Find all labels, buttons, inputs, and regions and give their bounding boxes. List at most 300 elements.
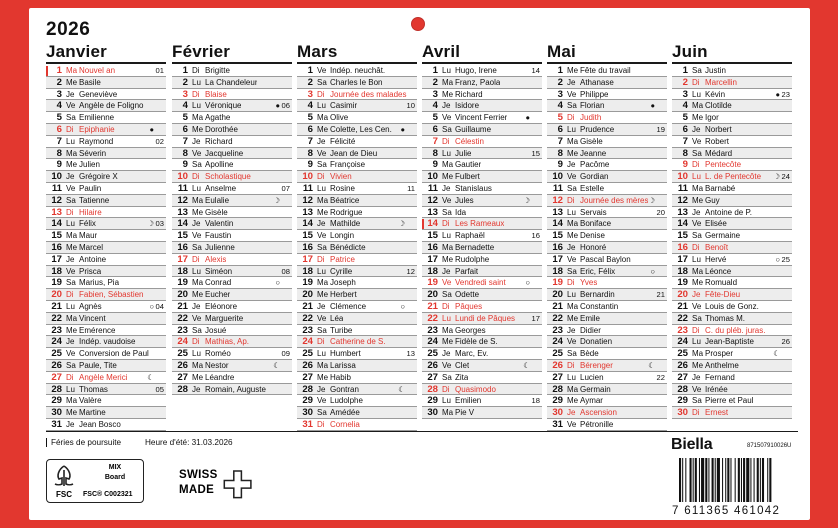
weekday: Ma	[317, 278, 329, 288]
barcode-bar	[767, 458, 768, 502]
day-row	[172, 384, 292, 396]
day-number: 8	[56, 147, 62, 159]
day-number: 6	[557, 123, 563, 135]
weekday: Sa	[567, 183, 577, 193]
day-number: 18	[51, 265, 62, 277]
day-name: Pie V	[455, 408, 475, 418]
weekday: Di	[66, 290, 74, 300]
weekday: Lu	[567, 372, 576, 382]
day-number: 26	[302, 359, 313, 371]
day-name: Judith	[580, 113, 602, 123]
week-number: 05	[155, 384, 164, 394]
day-row	[547, 336, 667, 348]
day-name: Eric, Félix	[580, 266, 616, 276]
weekday: Je	[192, 384, 201, 394]
weekday: Me	[66, 325, 78, 335]
day-name: Fête du travail	[580, 66, 631, 75]
day-name: Kévin	[705, 89, 726, 99]
day-number: 13	[552, 206, 563, 218]
day-number: 18	[177, 265, 188, 277]
legend-bar-icon	[46, 438, 47, 447]
day-row	[46, 289, 166, 301]
day-row	[46, 395, 166, 407]
day-name: Eulalie	[205, 195, 230, 205]
day-row	[46, 254, 166, 266]
day-number: 27	[51, 371, 62, 383]
day-name: Mathias, Ap.	[205, 337, 250, 347]
day-row	[172, 348, 292, 360]
weekday: Di	[66, 372, 74, 382]
weekday: Sa	[317, 160, 327, 170]
day-number: 28	[177, 383, 188, 395]
barcode-bar	[693, 458, 694, 502]
day-name: Eucher	[205, 290, 231, 300]
week-number: 16	[531, 231, 540, 241]
day-row	[672, 360, 792, 372]
day-row	[46, 171, 166, 183]
day-name: Constantin	[580, 301, 619, 311]
day-name: Elisée	[705, 219, 727, 229]
weekday: Ma	[692, 266, 704, 276]
day-row	[422, 313, 542, 325]
weekday: Lu	[66, 301, 75, 311]
week-number: 14	[531, 66, 540, 75]
legend-text: Féries de poursuite	[51, 438, 122, 447]
day-name: Prudence	[580, 124, 615, 134]
day-row	[172, 100, 292, 112]
day-number: 31	[51, 418, 62, 430]
weekday: Sa	[66, 360, 76, 370]
weekday: Je	[192, 219, 201, 229]
day-name: Paulin	[79, 183, 102, 193]
weekday: Je	[317, 136, 326, 146]
day-number: 2	[56, 76, 62, 88]
weekday: Ma	[66, 231, 78, 241]
day-name: Germain	[580, 384, 611, 394]
day-row	[422, 325, 542, 337]
weekday: Ma	[567, 136, 579, 146]
day-name: Grégoire X	[79, 172, 118, 182]
weekday: Me	[442, 172, 454, 182]
day-name: Donatien	[580, 337, 613, 347]
fsc-code: FSC® C002321	[83, 491, 133, 498]
weekday: Lu	[317, 266, 326, 276]
weekday: Ma	[66, 66, 78, 75]
day-row	[547, 124, 667, 136]
day-name: Charles le Bon	[330, 77, 383, 87]
day-number: 27	[677, 371, 688, 383]
day-number: 30	[51, 407, 62, 419]
day-number: 17	[552, 253, 563, 265]
weekday: Me	[567, 396, 579, 406]
barcode-bar	[735, 458, 736, 502]
weekday: Lu	[66, 384, 75, 394]
day-row	[672, 336, 792, 348]
day-number: 26	[51, 359, 62, 371]
weekday: Me	[567, 313, 579, 323]
week-number: 20	[656, 207, 665, 217]
day-number: 9	[182, 159, 188, 171]
day-number: 11	[677, 182, 688, 194]
day-name: Pierre et Paul	[705, 396, 754, 406]
weekday: Sa	[317, 77, 327, 87]
day-number: 16	[302, 241, 313, 253]
day-row	[672, 289, 792, 301]
day-name: Eléonore	[205, 301, 238, 311]
day-row	[547, 360, 667, 372]
day-row	[547, 112, 667, 124]
weekday: Ma	[442, 77, 454, 87]
calendar-card	[29, 8, 810, 520]
day-row	[547, 277, 667, 289]
day-number: 30	[427, 407, 438, 419]
day-name: Fidèle de S.	[455, 337, 498, 347]
moon-phase-icon: ●	[400, 124, 405, 134]
day-number: 20	[552, 289, 563, 301]
day-number: 21	[177, 300, 188, 312]
week-number: 15	[531, 148, 540, 158]
day-name: Faustin	[205, 231, 232, 241]
day-row	[672, 89, 792, 101]
weekday: Me	[692, 360, 704, 370]
day-number: 22	[677, 312, 688, 324]
weekday: Sa	[567, 266, 577, 276]
moon-phase-icon: ○	[775, 254, 780, 264]
day-name: Journée des malades	[330, 89, 407, 99]
day-name: Pétronille	[580, 419, 614, 429]
day-row	[297, 301, 417, 313]
day-row	[172, 360, 292, 372]
day-name: Gisèle	[580, 136, 603, 146]
day-name: Rudolphe	[455, 254, 490, 264]
moon-phase-icon: ●	[525, 113, 530, 123]
day-row	[422, 218, 542, 230]
day-name: Antoine	[79, 254, 107, 264]
day-name: Jean Bosco	[79, 419, 121, 429]
weekday: Di	[192, 89, 200, 99]
week-number: 25	[781, 254, 790, 264]
day-number: 24	[302, 336, 313, 348]
weekday: Ve	[317, 231, 327, 241]
day-row	[297, 124, 417, 136]
day-number: 19	[177, 277, 188, 289]
day-row	[422, 148, 542, 160]
moon-phase-icon: ○	[275, 278, 280, 288]
day-number: 18	[677, 265, 688, 277]
weekday: Me	[567, 148, 579, 158]
weekday: Lu	[567, 124, 576, 134]
week-number: 23	[781, 89, 790, 99]
day-name: Gisèle	[205, 207, 228, 217]
day-name: Tatienne	[79, 195, 110, 205]
day-name: Pascal Baylon	[580, 254, 631, 264]
day-name: Martine	[79, 408, 106, 418]
moon-phase-icon: ●	[275, 101, 280, 111]
weekday: Me	[692, 278, 704, 288]
day-number: 3	[307, 88, 313, 100]
day-number: 18	[302, 265, 313, 277]
week-number: 17	[531, 313, 540, 323]
barcode-bar	[743, 458, 745, 502]
weekday: Je	[442, 266, 451, 276]
day-row	[297, 407, 417, 419]
day-name: Apolline	[205, 160, 234, 170]
day-number: 29	[302, 395, 313, 407]
day-name: Indép. vaudoise	[79, 337, 136, 347]
day-number: 13	[51, 206, 62, 218]
day-row	[46, 407, 166, 419]
day-row	[172, 277, 292, 289]
day-number: 16	[677, 241, 688, 253]
day-row	[422, 372, 542, 384]
day-name: Paule, Tite	[79, 360, 117, 370]
day-name: Alexis	[205, 254, 227, 264]
legend-holidays	[46, 438, 121, 447]
weekday: Di	[692, 242, 700, 252]
day-name: Indép. neuchât.	[330, 66, 386, 75]
weekday: Ve	[317, 148, 327, 158]
day-name: Julienne	[205, 242, 235, 252]
day-name: Fulbert	[455, 172, 480, 182]
day-row	[672, 395, 792, 407]
day-name: Benoît	[705, 242, 729, 252]
day-name: Vivien	[330, 172, 352, 182]
barcode-bar	[741, 458, 742, 502]
day-row	[172, 112, 292, 124]
day-number: 19	[302, 277, 313, 289]
weekday: Je	[567, 77, 576, 87]
day-name: Gautier	[455, 160, 482, 170]
day-number: 19	[677, 277, 688, 289]
day-row	[172, 266, 292, 278]
day-number: 1	[557, 65, 563, 76]
day-row	[672, 384, 792, 396]
day-name: Angèle de Foligno	[79, 101, 144, 111]
weekday: Ma	[442, 408, 454, 418]
moon-phase-icon: ☾	[648, 360, 655, 370]
day-row	[172, 77, 292, 89]
dst-note: Heure d'été: 31.03.2026	[145, 438, 233, 447]
day-name: Clet	[455, 360, 470, 370]
day-name: Epiphanie	[79, 124, 115, 134]
day-name: Pâques	[455, 301, 483, 311]
day-row	[672, 65, 792, 77]
day-row	[172, 89, 292, 101]
day-number: 10	[552, 171, 563, 183]
weekday: Me	[192, 372, 204, 382]
weekday: Me	[567, 66, 579, 75]
day-row	[547, 301, 667, 313]
weekday: Lu	[567, 207, 576, 217]
day-row	[547, 266, 667, 278]
weekday: Lu	[192, 101, 201, 111]
weekday: Di	[567, 113, 575, 123]
day-name: Turibe	[330, 325, 353, 335]
weekday: Sa	[192, 160, 202, 170]
day-row	[422, 407, 542, 419]
day-name: Julien	[79, 160, 100, 170]
day-number: 26	[177, 359, 188, 371]
day-row	[172, 207, 292, 219]
day-row	[547, 419, 667, 431]
day-row	[46, 89, 166, 101]
moon-phase-icon: ●	[149, 124, 154, 134]
day-row	[297, 100, 417, 112]
day-row	[172, 336, 292, 348]
day-name: Irénée	[705, 384, 728, 394]
day-name: Norbert	[705, 124, 732, 134]
day-row	[172, 159, 292, 171]
day-row	[672, 266, 792, 278]
day-row	[422, 277, 542, 289]
day-row	[297, 183, 417, 195]
day-name: Guy	[705, 195, 720, 205]
day-number: 27	[552, 371, 563, 383]
day-name: Athanase	[580, 77, 614, 87]
day-name: Journée des mères	[580, 195, 649, 205]
day-row	[422, 384, 542, 396]
weekday: Ma	[692, 101, 704, 111]
day-row	[46, 230, 166, 242]
day-number: 28	[51, 383, 62, 395]
day-row	[422, 77, 542, 89]
day-row	[172, 289, 292, 301]
barcode-bar	[715, 458, 716, 502]
day-name: Zita	[455, 372, 469, 382]
moon-phase-icon: ☾	[147, 372, 154, 382]
weekday: Lu	[442, 148, 451, 158]
weekday: Ve	[567, 172, 577, 182]
day-name: Servais	[580, 207, 607, 217]
barcode-bar	[754, 458, 755, 502]
week-number: 03	[155, 219, 164, 229]
day-row	[547, 372, 667, 384]
day-number: 19	[427, 277, 438, 289]
day-row	[422, 89, 542, 101]
day-name: Gordian	[580, 172, 609, 182]
day-number: 24	[552, 336, 563, 348]
day-name: Cyrille	[330, 266, 353, 276]
day-number: 14	[427, 218, 438, 230]
day-number: 24	[677, 336, 688, 348]
barcode-bar	[750, 458, 751, 502]
day-row	[422, 183, 542, 195]
weekday: Me	[317, 207, 329, 217]
weekday: Je	[66, 89, 75, 99]
day-name: Romuald	[705, 278, 738, 288]
day-name: Angèle Merici	[79, 372, 128, 382]
weekday: Me	[66, 242, 78, 252]
day-row	[46, 336, 166, 348]
day-number: 29	[552, 395, 563, 407]
brand-logo: Biella	[671, 436, 713, 453]
day-row	[297, 325, 417, 337]
month-column	[46, 42, 166, 431]
day-row	[547, 195, 667, 207]
day-number: 12	[552, 194, 563, 206]
day-number: 26	[427, 359, 438, 371]
day-row	[172, 65, 292, 77]
weekday: Me	[192, 124, 204, 134]
weekday: Je	[66, 254, 75, 264]
day-name: Parfait	[455, 266, 479, 276]
day-name: Josué	[205, 325, 227, 335]
day-name: Gontran	[330, 384, 359, 394]
day-name: Joseph	[330, 278, 356, 288]
weekday: Lu	[692, 172, 701, 182]
day-row	[297, 277, 417, 289]
day-number: 16	[177, 241, 188, 253]
weekday: Lu	[317, 183, 326, 193]
day-name: Marcellin	[705, 77, 738, 87]
day-row	[672, 254, 792, 266]
barcode-bar	[722, 458, 723, 502]
day-row	[547, 242, 667, 254]
day-row	[297, 148, 417, 160]
barcode-bar	[705, 458, 707, 502]
day-row	[422, 65, 542, 77]
day-number: 25	[177, 348, 188, 360]
day-number: 9	[557, 159, 563, 171]
day-row	[297, 395, 417, 407]
day-name: Valentin	[205, 219, 234, 229]
day-name: Quasimodo	[455, 384, 496, 394]
week-number: 06	[281, 101, 290, 111]
day-row	[46, 313, 166, 325]
barcode-icon	[679, 458, 801, 502]
day-name: Nouvel an	[79, 66, 116, 75]
fsc-label: FSC	[56, 490, 72, 499]
day-row	[547, 183, 667, 195]
day-row	[547, 65, 667, 77]
weekday: Ve	[66, 349, 76, 359]
day-number: 6	[307, 123, 313, 135]
day-name: Catherine de S.	[330, 337, 386, 347]
moon-phase-icon: ☽	[147, 219, 154, 229]
weekday: Lu	[442, 66, 451, 75]
day-number: 22	[177, 312, 188, 324]
day-row	[46, 419, 166, 431]
weekday: Ma	[567, 219, 579, 229]
day-row	[422, 100, 542, 112]
day-name: Julie	[455, 148, 472, 158]
day-row	[547, 89, 667, 101]
weekday: Ma	[317, 113, 329, 123]
week-number: 12	[406, 266, 415, 276]
day-number: 25	[51, 348, 62, 360]
day-number: 20	[677, 289, 688, 301]
weekday: Lu	[192, 266, 201, 276]
day-name: Jeanne	[580, 148, 607, 158]
weekday: Sa	[66, 113, 76, 123]
weekday: Ve	[567, 419, 577, 429]
weekday: Lu	[192, 349, 201, 359]
weekday: Ve	[317, 66, 327, 75]
day-number: 28	[427, 383, 438, 395]
day-name: Vendredi saint	[455, 278, 506, 288]
day-name: Guillaume	[455, 124, 492, 134]
weekday: Me	[66, 408, 78, 418]
day-row	[172, 313, 292, 325]
moon-phase-icon: ☾	[398, 384, 405, 394]
day-number: 24	[51, 336, 62, 348]
week-number: 07	[281, 183, 290, 193]
day-row	[422, 195, 542, 207]
day-name: Raphaël	[455, 231, 485, 241]
day-name: Célestin	[455, 136, 484, 146]
day-row	[46, 384, 166, 396]
weekday: Ma	[192, 113, 204, 123]
